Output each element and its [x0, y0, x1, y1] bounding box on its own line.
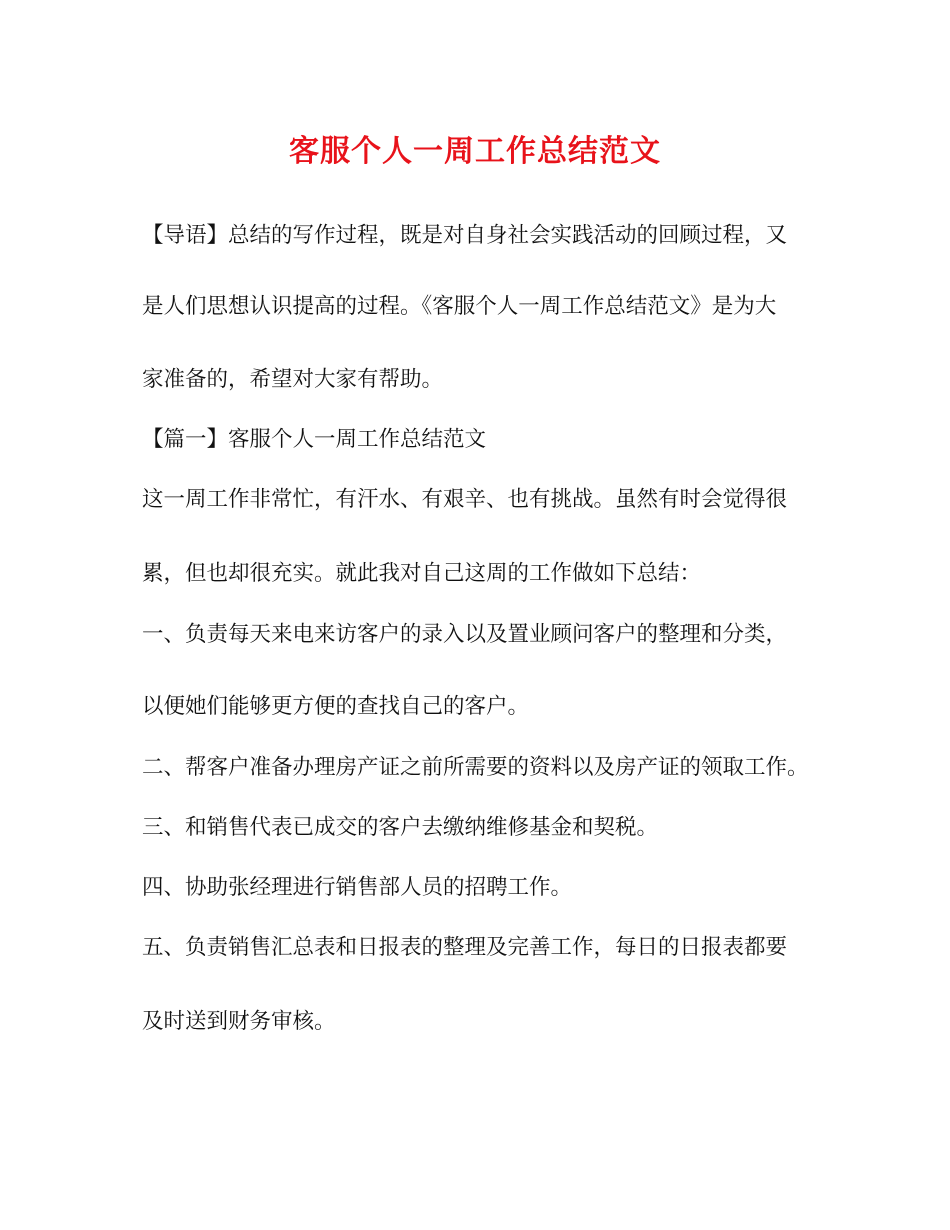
paragraph-line-1: 这一周工作非常忙，有汗水、有艰辛、也有挑战。虽然有时会觉得很 — [142, 487, 788, 512]
section-heading: 【篇一】客服个人一周工作总结范文 — [142, 427, 487, 452]
intro-line-2: 是人们思想认识提高的过程。《客服个人一周工作总结范文》是为大 — [142, 294, 777, 319]
item-5-line-1: 五、负责销售汇总表和日报表的整理及完善工作，每日的日报表都要 — [142, 935, 788, 960]
item-1-line-1: 一、负责每天来电来访客户的录入以及置业顾问客户的整理和分类， — [142, 622, 788, 647]
item-1-line-2: 以便她们能够更方便的查找自己的客户。 — [142, 694, 530, 719]
intro-line-1: 【导语】总结的写作过程，既是对自身社会实践活动的回顾过程，又 — [142, 223, 788, 248]
item-4: 四、协助张经理进行销售部人员的招聘工作。 — [142, 875, 573, 900]
document-title: 客服个人一周工作总结范文 — [289, 134, 661, 169]
paragraph-line-2: 累，但也却很充实。就此我对自己这周的工作做如下总结： — [142, 561, 702, 586]
item-5-line-2: 及时送到财务审核。 — [142, 1009, 336, 1034]
item-2: 二、帮客户准备办理房产证之前所需要的资料以及房产证的领取工作。 — [142, 755, 809, 780]
intro-line-3: 家准备的，希望对大家有帮助。 — [142, 367, 444, 392]
item-3: 三、和销售代表已成交的客户去缴纳维修基金和契税。 — [142, 815, 659, 840]
